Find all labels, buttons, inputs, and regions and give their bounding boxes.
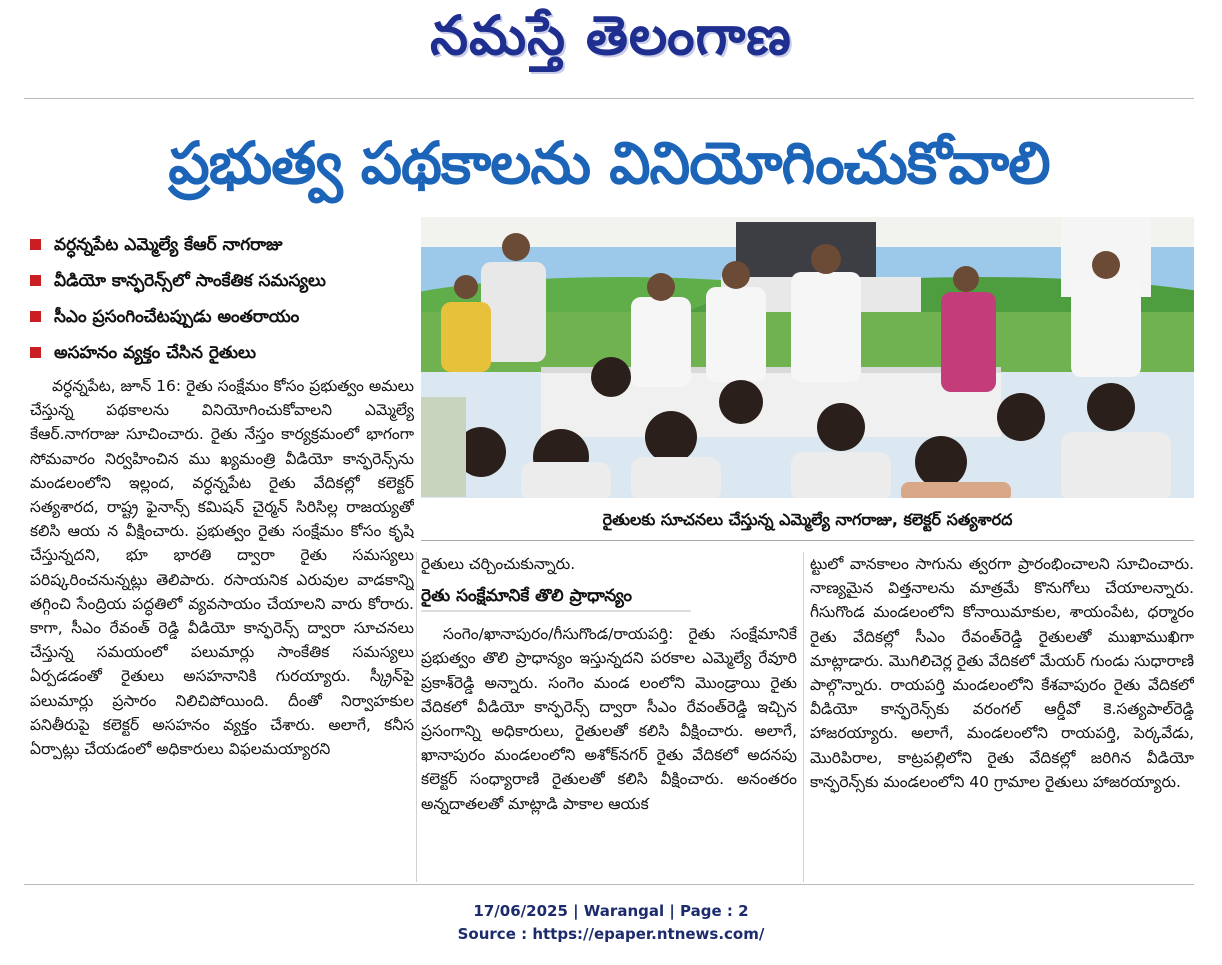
article-headline: ప్రభుత్వ పథకాలను వినియోగించుకోవాలి [168, 129, 1050, 197]
article-subheading: రైతు సంక్షేమానికే తొలి ప్రాధాన్యం [421, 582, 691, 612]
column-1-text: వర్ధన్నపేట, జూన్ 16: రైతు సంక్షేమం కోసం ప్రభుత్వం అమలు చేస్తున్న పథకాలను వినియోగించుకోవాలని ఎమ్మెల్యే కేఆర్.నాగరాజు సూచించారు. రైతు నేస్తం కార్యక్రమంలో భాగంగా సోమవారం నిర్వహించిన ము ఖ్యమంత్రి వీడియో కాన్ఫరెన్స్‌ను మండలంలోని ఇల్లంద, వర్ధన్నపేట రైతు వేదికల్లో కలెక్టర్ సత్యశారద, రాష్ట్ర ఫైనాన్స్ కమిషన్ చైర్మన్ సిరిసిల్ల రాజయ్యతో కలిసి ఆయ న వీక్షించారు. ప్రభుత్వం రైతు సంక్షేమం కోసం కృషి చేస్తున్నదని, భూ భారతి ద్వారా రైతు సమస్యలు పరిష్కరించనున్నట్లు తెలిపారు. రసాయనిక ఎరువుల వాడకాన్ని తగ్గించి సేంద్రియ పద్ధతిలో వ్యవసాయం చేయాలని వారు కోరారు. కాగా, సీఎం రేవంత్ రెడ్డి వీడియో కాన్ఫరెన్స్ ద్వారా సూచనలు చేస్తున్న సమయంలో పలుమార్లు సాంకేతిక సమస్యలు ఏర్పడడంతో రైతులు అసహనానికి గురయ్యారు. స్క్రీన్‌పై పలుమార్లు ప్రసారం నిలిచిపోయింది. దీంతో నిర్వాహకుల పనితీరుపై కలెక్టర్ అసహనం వ్యక్తం చేశారు. అలాగే, కనీస ఏర్పాట్లు చేయడంలో అధికారులు విఫలమయ్యారని [30, 377, 414, 759]
column-2-intro: రైతులు చర్చించుకున్నారు. [421, 555, 576, 573]
column-divider [803, 552, 804, 882]
top-divider [24, 98, 1194, 99]
newspaper-masthead [0, 0, 1222, 84]
article-photo [421, 217, 1194, 498]
photo-caption: రైతులకు సూచనలు చేస్తున్న ఎమ్మెల్యే నాగరాజు, కలెక్టర్ సత్యశారద [602, 510, 1013, 529]
column-divider [416, 552, 417, 882]
footer-date-edition: 17/06/2025 | Warangal | Page : 2 [473, 902, 749, 920]
masthead-title: నమస్తే తెలంగాణ [430, 3, 792, 67]
bullet-item: వీడియో కాన్ఫరెన్స్‌లో సాంకేతిక సమస్యలు [30, 264, 415, 300]
bottom-divider [24, 884, 1194, 885]
article-column-3 [810, 552, 1194, 882]
footer-source-link[interactable]: Source : https://epaper.ntnews.com/ [457, 925, 765, 943]
column-2-text: సంగెం/ఖానాపురం/గీసుగొండ/రాయపర్తి: రైతు సంక్షేమానికే ప్రభుత్వం తొలి ప్రాధాన్యం ఇస్తున్నదని పరకాల ఎమ్మెల్యే రేవూరి ప్రకాశ్‌రెడ్డి అన్నారు. సంగెం మండ లంలోని మొండ్రాయి రైతు వేదికలో వీడియో కాన్ఫరెన్స్ ద్వారా సీఎం రేవంత్‌రెడ్డి ఇచ్చిన ప్రసంగాన్ని అధికారులు, రైతులతో కలిసి వీక్షించారు. అలాగే, ఖానాపురం మండలంలోని అశోక్‌నగర్ రైతు వేదికలో అదనపు కలెక్టర్ సంధ్యారాణి రైతులతో కలిసి వీక్షించారు. అనంతరం అన్నదాతలతో మాట్లాడి పాకాల ఆయక [421, 625, 797, 813]
article-column-2 [421, 552, 797, 882]
page-footer [0, 900, 1222, 946]
bullet-item: అసహనం వ్యక్తం చేసిన రైతులు [30, 336, 415, 372]
article-column-1 [30, 374, 414, 882]
bullet-item: వర్ధన్నపేట ఎమ్మెల్యే కేఆర్ నాగరాజు [30, 228, 415, 264]
column-3-text: ట్టులో వానకాలం సాగును త్వరగా ప్రారంభించాలని సూచించారు. నాణ్యమైన విత్తనాలను మాత్రమే కొనుగోలు చేయాలన్నారు. గీసుగొండ మండలంలోని కోనాయిమాకుల, శాయంపేట, ధర్మారం రైతు వేదికల్లో సీఎం రేవంత్‌రెడ్డి రైతులతో ముఖాముఖిగా మాట్లాడారు. మొగిలిచెర్ల రైతు వేదికలో మేయర్ గుండు సుధారాణి పాల్గొన్నారు. రాయపర్తి మండలంలోని కేశవాపురం రైతు వేదికలో వీడియో కాన్ఫరెన్స్‌కు వరంగల్ ఆర్డీవో కె.సత్యపాల్‌రెడ్డి హాజరయ్యారు. అలాగే, మండలంలోని రాయపర్తి, పెర్కవేడు, మొరిపిరాల, కాట్రపల్లిలోని రైతు వేదికల్లో జరిగిన వీడియో కాన్ఫరెన్స్‌కు మండలంలోని 40 గ్రామాల రైతులు హాజరయ్యారు. [810, 555, 1194, 791]
highlight-bullets [30, 228, 415, 372]
caption-divider [421, 540, 1194, 541]
photo-illustration [421, 217, 1194, 498]
bullet-item: సీఎం ప్రసంగించేటప్పుడు అంతరాయం [30, 300, 415, 336]
